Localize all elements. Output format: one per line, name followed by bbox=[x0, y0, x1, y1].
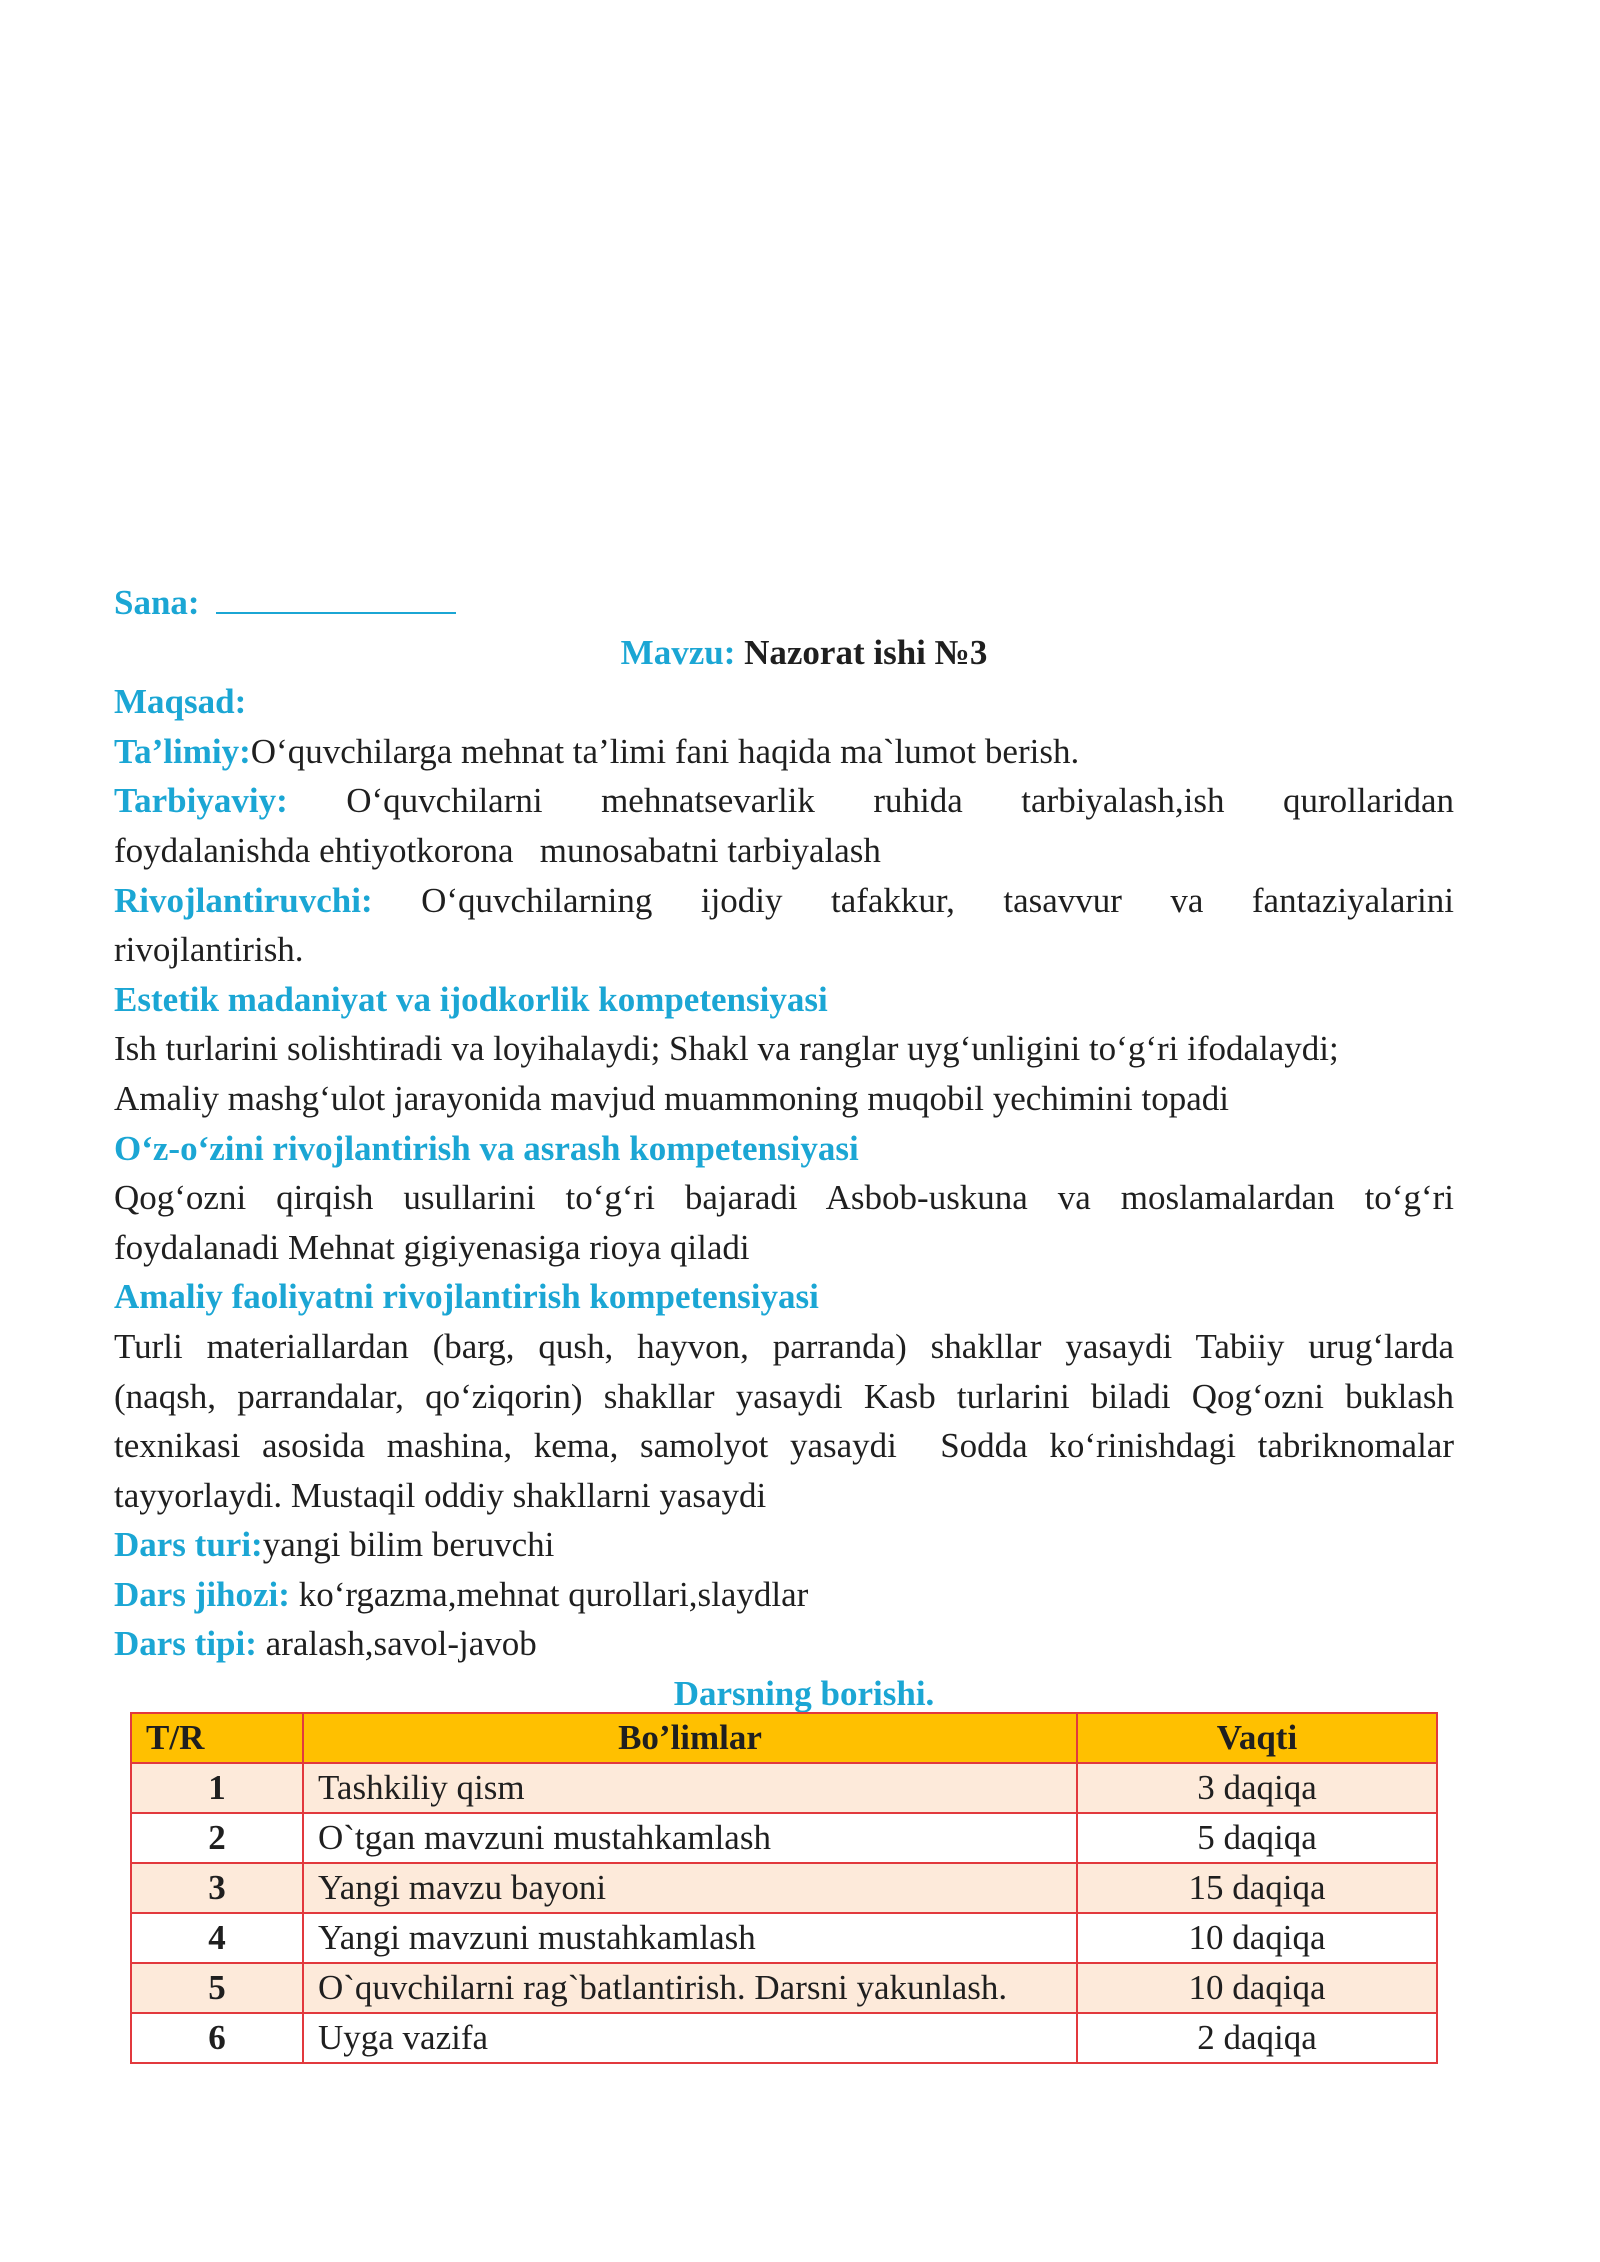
table-row bbox=[131, 2013, 1437, 2063]
row-time: 10 daqiqa bbox=[1077, 1963, 1437, 2013]
competency-3-line-4: tayyorlaydi. Mustaqil oddiy shakllarni yasaydi bbox=[114, 1475, 767, 1515]
table-row bbox=[131, 1763, 1437, 1813]
lesson-equipment-label: Dars jihozi: bbox=[114, 1574, 290, 1614]
lesson-type-line bbox=[114, 1520, 1454, 1570]
row-time: 3 daqiqa bbox=[1077, 1763, 1437, 1813]
goal-heading: Maqsad: bbox=[114, 682, 247, 722]
competency-heading-1: Estetik madaniyat va ijodkorlik kompetensiyasi bbox=[114, 979, 828, 1019]
competency-2-line-2: foydalanadi Mehnat gigiyenasiga rioya qiladi bbox=[114, 1227, 750, 1267]
competency-2-line-1: Qog‘ozni qirqish usullarini to‘g‘ri bajaradi Asbob-uskuna va moslamalardan to‘g‘ri bbox=[114, 1178, 1454, 1218]
row-number: 3 bbox=[131, 1863, 303, 1913]
lesson-kind-value: aralash,savol-javob bbox=[256, 1624, 537, 1664]
row-section: Tashkiliy qism bbox=[303, 1763, 1077, 1813]
lesson-flow-title: Darsning borishi. bbox=[673, 1674, 935, 1714]
competency-3-line-1: Turli materiallardan (barg, qush, hayvon, parranda) shakllar yasaydi Tabiiy urug‘larda bbox=[114, 1326, 1454, 1366]
row-number: 5 bbox=[131, 1963, 303, 2013]
row-time: 2 daqiqa bbox=[1077, 2013, 1437, 2063]
lesson-kind-line bbox=[114, 1619, 1454, 1669]
row-section: Yangi mavzu bayoni bbox=[303, 1863, 1077, 1913]
educational-goal-label: Ta’limiy: bbox=[114, 731, 251, 771]
date-line bbox=[114, 578, 1454, 628]
developmental-goal-text1: O‘quvchilarning ijodiy tafakkur, tasavvur va fantaziyalarini bbox=[421, 880, 1454, 920]
row-number: 1 bbox=[131, 1763, 303, 1813]
lesson-plan-document bbox=[114, 578, 1454, 1719]
row-section: O`quvchilarni rag`batlantirish. Darsni yakunlash. bbox=[303, 1963, 1077, 2013]
competency-3-line-2: (naqsh, parrandalar, qo‘ziqorin) shakllar yasaydi Kasb turlarini biladi Qog‘ozni buklash bbox=[114, 1376, 1454, 1416]
row-number: 6 bbox=[131, 2013, 303, 2063]
lesson-equipment-line bbox=[114, 1570, 1454, 1620]
row-time: 5 daqiqa bbox=[1077, 1813, 1437, 1863]
developmental-goal-label: Rivojlantiruvchi: bbox=[114, 880, 373, 920]
lesson-flow-table bbox=[130, 1712, 1438, 2064]
row-time: 15 daqiqa bbox=[1077, 1863, 1437, 1913]
row-section: O`tgan mavzuni mustahkamlash bbox=[303, 1813, 1077, 1863]
upbringing-goal-line1 bbox=[114, 776, 1454, 826]
competency-heading-2: O‘z-o‘zini rivojlantirish va asrash kompetensiyasi bbox=[114, 1128, 859, 1168]
upbringing-goal-text1: O‘quvchilarni mehnatsevarlik ruhida tarbiyalash,ish qurollaridan bbox=[346, 781, 1454, 821]
competency-3-line-3: texnikasi asosida mashina, kema, samolyot yasaydi Sodda ko‘rinishdagi tabriknomalar bbox=[114, 1426, 1454, 1466]
developmental-goal-line1 bbox=[114, 876, 1454, 926]
competency-heading-3: Amaliy faoliyatni rivojlantirish kompetensiyasi bbox=[114, 1277, 819, 1317]
upbringing-goal-text2: foydalanishda ehtiyotkorona munosabatni tarbiyalash bbox=[114, 830, 881, 870]
lesson-equipment-value: ko‘rgazma,mehnat qurollari,slaydlar bbox=[289, 1574, 809, 1614]
header-time: Vaqti bbox=[1077, 1713, 1437, 1763]
educational-goal bbox=[114, 727, 1454, 777]
table-row bbox=[131, 1963, 1437, 2013]
date-blank bbox=[216, 578, 456, 614]
row-time: 10 daqiqa bbox=[1077, 1913, 1437, 1963]
row-section: Yangi mavzuni mustahkamlash bbox=[303, 1913, 1077, 1963]
topic-value: Nazorat ishi №3 bbox=[744, 632, 988, 672]
topic-label: Mavzu: bbox=[620, 632, 736, 672]
educational-goal-text: O‘quvchilarga mehnat ta’limi fani haqida ma`lumot berish. bbox=[250, 731, 1080, 771]
header-sections: Bo’limlar bbox=[303, 1713, 1077, 1763]
date-label: Sana: bbox=[114, 583, 200, 622]
table-row bbox=[131, 1813, 1437, 1863]
row-section: Uyga vazifa bbox=[303, 2013, 1077, 2063]
row-number: 2 bbox=[131, 1813, 303, 1863]
lesson-type-value: yangi bilim beruvchi bbox=[262, 1525, 555, 1565]
row-number: 4 bbox=[131, 1913, 303, 1963]
competency-1-line-2: Amaliy mashg‘ulot jarayonida mavjud muammoning muqobil yechimini topadi bbox=[114, 1078, 1229, 1118]
table-row bbox=[131, 1913, 1437, 1963]
upbringing-goal-label: Tarbiyaviy: bbox=[114, 781, 288, 821]
header-number: T/R bbox=[131, 1713, 303, 1763]
topic-line bbox=[114, 628, 1454, 678]
lesson-type-label: Dars turi: bbox=[114, 1525, 263, 1565]
table-row bbox=[131, 1863, 1437, 1913]
developmental-goal-text2: rivojlantirish. bbox=[114, 930, 304, 970]
lesson-kind-label: Dars tipi: bbox=[114, 1624, 257, 1664]
competency-1-line-1: Ish turlarini solishtiradi va loyihalaydi; Shakl va ranglar uyg‘unligini to‘g‘ri ifodalaydi; bbox=[114, 1029, 1339, 1069]
table-header-row bbox=[131, 1713, 1437, 1763]
